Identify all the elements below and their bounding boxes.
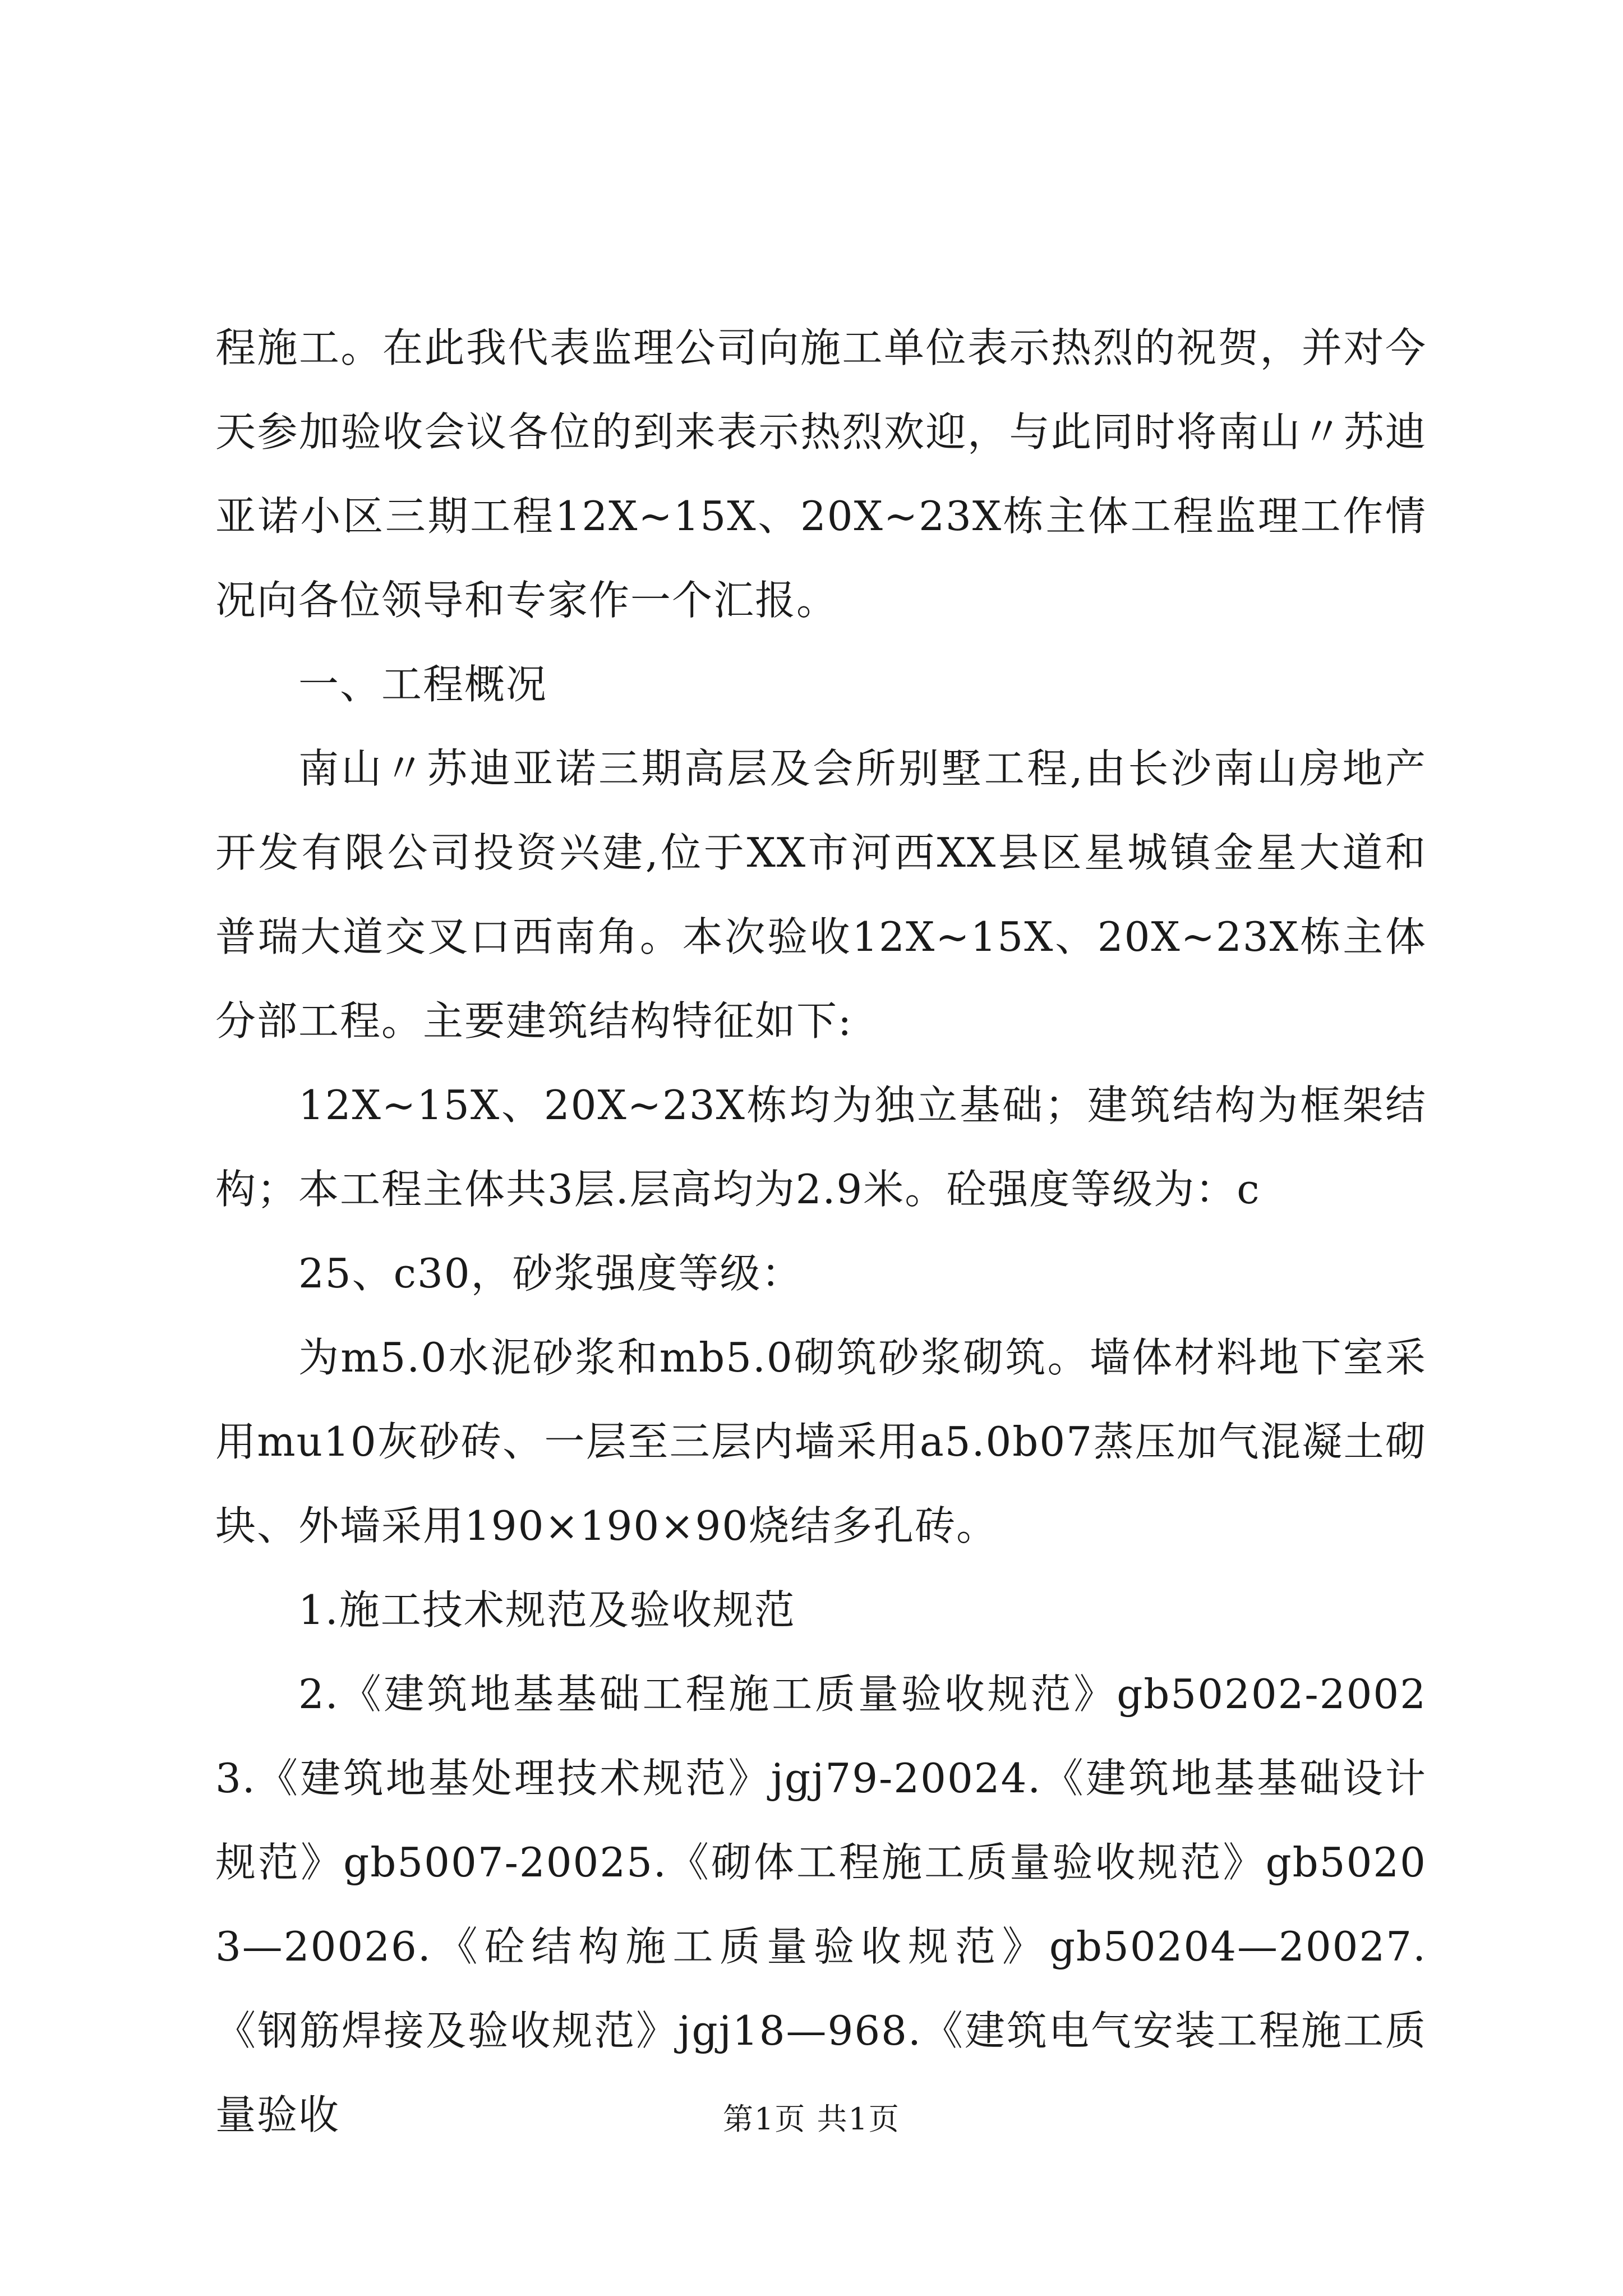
paragraph-structure: 12X~15X、20X~23X栋均为独立基础；建筑结构为框架结构；本工程主体共3层.层高均为2.9米。砼强度等级为：c xyxy=(215,1082,1427,1213)
document-body xyxy=(215,306,1427,2157)
paragraph-intro: 程施工。在此我代表监理公司向施工单位表示热烈的祝贺，并对今天参加验收会议各位的到来表示热烈欢迎，与此同时将南山〃苏迪亚诺小区三期工程12X~15X、20X~23X栋主体工程监理工作情况向各位领导和专家作一个汇报。 xyxy=(215,324,1427,624)
page-footer: 第1页 共1页 xyxy=(723,2101,900,2137)
paragraph-wall-materials: 为m5.0水泥砂浆和mb5.0砌筑砂浆砌筑。墙体材料地下室采用mu10灰砂砖、一层至三层内墙采用a5.0b07蒸压加气混凝土砌块、外墙采用190×190×90烧结多孔砖。 xyxy=(215,1334,1427,1549)
list-item-standards: 2.《建筑地基基础工程施工质量验收规范》gb50202-20023.《建筑地基处理技术规范》jgj79-20024.《建筑地基基础设计规范》gb5007-20025.《砌体工程施工质量验收规范》gb50203—20026.《砼结构施工质量验收规范》gb50204—20027.《钢筋焊接及验收规范》jgj18—968.《建筑电气安装工程施工质量验收 xyxy=(215,1671,1427,2138)
paragraph-project-location: 南山〃苏迪亚诺三期高层及会所别墅工程,由长沙南山房地产开发有限公司投资兴建,位于XX市河西XX县区星城镇金星大道和普瑞大道交叉口西南角。本次验收12X~15X、20X~23X栋主体分部工程。主要建筑结构特征如下: xyxy=(215,745,1427,1045)
paragraph-mortar-grade: 25、c30，砂浆强度等级： xyxy=(298,1250,803,1297)
list-item-specs-heading: 1.施工技术规范及验收规范 xyxy=(298,1586,796,1634)
section-heading-overview: 一、工程概况 xyxy=(298,661,548,708)
